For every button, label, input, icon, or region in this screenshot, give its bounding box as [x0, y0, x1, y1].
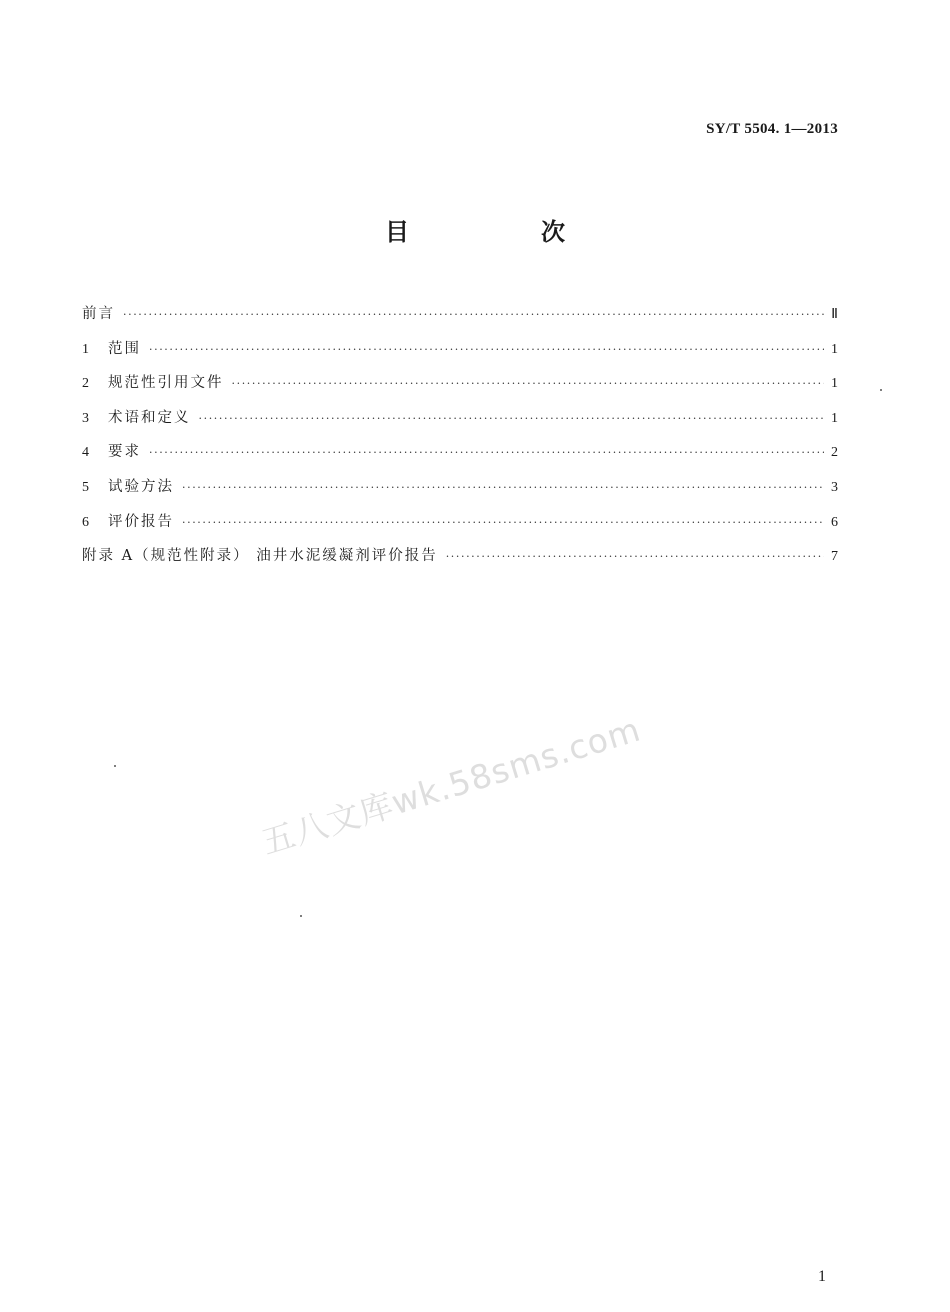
- scan-speck: [300, 915, 302, 917]
- toc-leader-dots: [123, 298, 824, 332]
- toc-entry-test-methods[interactable]: [82, 470, 838, 505]
- toc-leader-dots: [232, 367, 825, 401]
- toc-entry-evaluation-report[interactable]: [82, 505, 838, 540]
- toc-leader-dots: [199, 402, 825, 436]
- toc-entry-number: 5: [82, 479, 89, 495]
- toc-entry-number: 4: [82, 445, 89, 461]
- toc-entry-label: 要求: [108, 444, 141, 461]
- page-title: 目 次: [385, 218, 619, 246]
- toc-leader-dots: [149, 333, 824, 367]
- toc-entry-number: 3: [82, 410, 89, 426]
- toc-entry-page: 6: [831, 514, 838, 530]
- toc-leader-dots: [182, 506, 824, 540]
- table-of-contents: [82, 297, 838, 574]
- toc-entry-number: 2: [82, 376, 89, 392]
- toc-entry-label: 术语和定义: [108, 409, 191, 426]
- toc-entry-page: 1: [831, 341, 838, 357]
- scan-speck: [880, 389, 882, 391]
- document-code: SY/T 5504. 1—2013: [706, 121, 838, 137]
- toc-leader-dots: [446, 540, 824, 574]
- toc-entry-foreword[interactable]: [82, 297, 838, 332]
- toc-leader-dots: [149, 436, 824, 470]
- toc-entry-number: 6: [82, 514, 89, 530]
- toc-entry-appendix-a[interactable]: [82, 539, 838, 574]
- toc-entry-scope[interactable]: [82, 332, 838, 367]
- toc-entry-requirements[interactable]: [82, 435, 838, 470]
- page-number: 1: [818, 1268, 826, 1285]
- toc-entry-page: 1: [831, 376, 838, 392]
- toc-entry-number: 1: [82, 341, 89, 357]
- toc-entry-page: Ⅱ: [831, 307, 838, 322]
- watermark: 五八文库wk.58sms.com: [256, 709, 646, 863]
- toc-entry-label: 前言: [82, 306, 115, 322]
- toc-entry-page: 7: [831, 549, 838, 565]
- toc-entry-label: 范围: [108, 340, 141, 357]
- toc-entry-page: 2: [831, 445, 838, 461]
- toc-entry-page: 1: [831, 410, 838, 426]
- toc-entry-normative-references[interactable]: [82, 366, 838, 401]
- toc-entry-label: 评价报告: [108, 513, 174, 530]
- toc-entry-label: 试验方法: [108, 478, 174, 495]
- toc-entry-terms-definitions[interactable]: [82, 401, 838, 436]
- toc-leader-dots: [182, 471, 824, 505]
- toc-entry-label: 规范性引用文件: [108, 375, 224, 392]
- toc-entry-page: 3: [831, 479, 838, 495]
- toc-entry-label: 附录 A（规范性附录） 油井水泥缓凝剂评价报告: [82, 548, 438, 565]
- scan-speck: [114, 765, 116, 767]
